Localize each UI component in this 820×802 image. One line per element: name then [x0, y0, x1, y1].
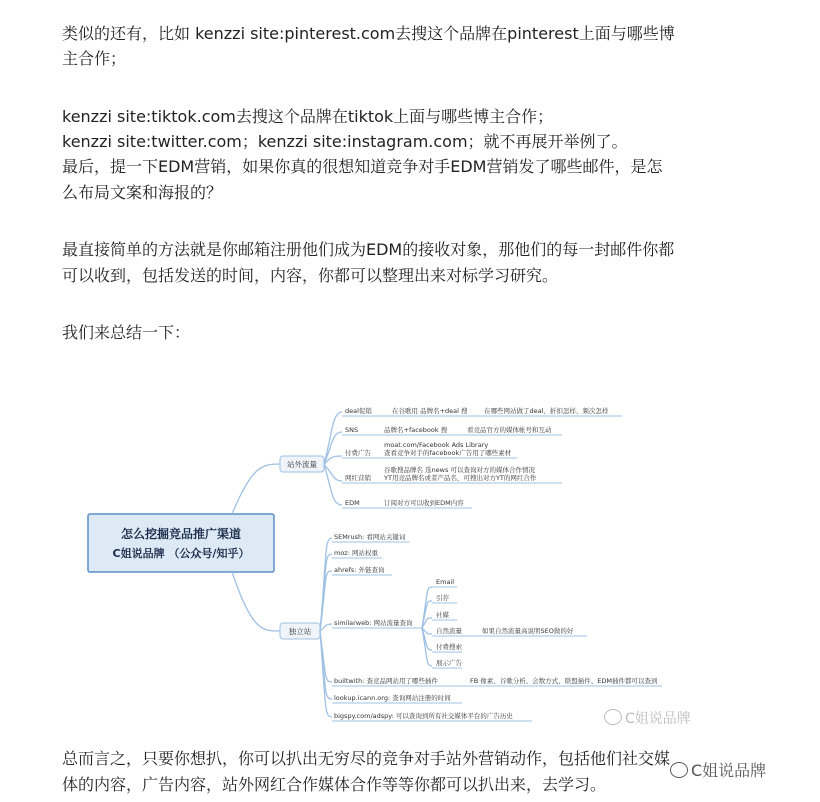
- conclusion-line-2: 体的内容，广告内容，站外网红合作媒体合作等等你都可以扒出来，去学习。: [62, 775, 607, 794]
- similarweb-email: Email: [436, 578, 455, 586]
- offsite-paid-label: 付费广告: [345, 449, 371, 457]
- similarweb-paid-search: 付费搜索: [436, 643, 462, 651]
- site-similarweb: similarweb: 网站流量查询: [334, 619, 413, 627]
- offsite-paid-detail: moat.com/Facebook Ads Library: [384, 441, 489, 449]
- offsite-deal-detail: 在谷歌用 品牌名+deal 搜: [392, 407, 468, 415]
- wechat-icon: [604, 709, 622, 725]
- offsite-deal-note: 在哪些网站做了deal、折扣怎样、频次怎样: [484, 407, 609, 415]
- site-builtwith-note: FB 像素、谷歌分析、会数方式、联盟插件、EDM插件都可以查到: [470, 677, 658, 685]
- offsite-edm-detail: 订阅对方可以收到EDM内容: [384, 499, 464, 507]
- similarweb-social: 社媒: [436, 611, 449, 619]
- paragraph-4-line-1: 最后，提一下EDM营销，如果你真的很想知道竞争对手EDM营销发了哪些邮件，是怎: [62, 157, 663, 176]
- similarweb-organic: 自然流量: [436, 627, 462, 635]
- paragraph-3: kenzzi site:twitter.com；kenzzi site:instagram.com；就不再展开举例了。: [62, 132, 628, 151]
- site-semrush: SEMrush: 看网站关键词: [334, 533, 406, 541]
- watermark-page-text: C姐说品牌: [691, 761, 767, 780]
- paragraph-5-line-1: 最直接简单的方法就是你邮箱注册他们成为EDM的接收对象，那他们的每一封邮件你都: [62, 240, 675, 259]
- site-ahrefs: ahrefs: 外链查询: [334, 566, 385, 574]
- offsite-sns-detail: 品牌名+facebook 搜: [384, 426, 448, 434]
- site-bigspy: bigspy.com/adspy: 可以查询到所有社交媒体平台的广告历史: [334, 712, 513, 720]
- paragraph-1-line-2: 主合作；: [62, 49, 127, 68]
- watermark-mindmap: [604, 708, 691, 728]
- offsite-sns-note: 看竞品官方的媒体帐号和互动: [467, 426, 552, 434]
- offsite-influencer-label: 网红营销: [345, 474, 371, 482]
- mindmap-root-title: 怎么挖掘竞品推广渠道: [120, 527, 242, 541]
- site-moz: moz: 网站权重: [334, 549, 378, 557]
- offsite-influencer-detail2: YT用竞品牌名或者产品名，可搜出对方YT的网红合作: [384, 474, 537, 482]
- wechat-icon: [670, 762, 688, 778]
- offsite-edm-label: EDM: [345, 499, 360, 507]
- summary-intro: 我们来总结一下：: [62, 323, 191, 342]
- mindmap-node-offsite-label: 站外流量: [287, 460, 317, 469]
- paragraph-5-line-2: 可以收到，包括发送的时间，内容，你都可以整理出来对标学习研究。: [62, 266, 559, 285]
- site-lookup: lookup.icann.org: 查询网站注册的时间: [334, 694, 451, 702]
- mindmap-root-subtitle: C姐说品牌 （公众号/知乎）: [112, 547, 250, 560]
- offsite-influencer-detail: 谷歌搜品牌名 选news 可以查询对方的媒体合作情况: [384, 466, 535, 474]
- paragraph-4-line-2: 么布局文案和海报的？: [62, 183, 223, 202]
- similarweb-referral: 引荐: [436, 594, 449, 602]
- offsite-sns-label: SNS: [345, 426, 359, 434]
- similarweb-display-ads: 展示广告: [436, 659, 462, 667]
- paragraph-2: kenzzi site:tiktok.com去搜这个品牌在tiktok上面与哪些博主合作；: [62, 107, 554, 126]
- watermark-mindmap-text: C姐说品牌: [625, 711, 691, 727]
- similarweb-organic-note: 如果自然流量高说明SEO做的好: [482, 627, 574, 635]
- mindmap-root-node: [88, 514, 274, 572]
- paragraph-1-line-1: 类似的还有，比如 kenzzi site:pinterest.com去搜这个品牌在pinterest上面与哪些博: [62, 24, 675, 43]
- site-builtwith: builtwith: 查竞品网站用了哪些插件: [334, 677, 438, 685]
- mindmap-node-site-label: 独立站: [288, 627, 312, 636]
- watermark-page: [670, 758, 766, 781]
- offsite-deal-label: deal促销: [345, 407, 372, 415]
- offsite-paid-detail2: 查看竞争对手的facebook广告用了哪些素材: [384, 449, 512, 457]
- conclusion-line-1: 总而言之，只要你想扒，你可以扒出无穷尽的竞争对手站外营销动作，包括他们社交媒: [62, 749, 671, 768]
- mindmap-diagram: [62, 376, 762, 732]
